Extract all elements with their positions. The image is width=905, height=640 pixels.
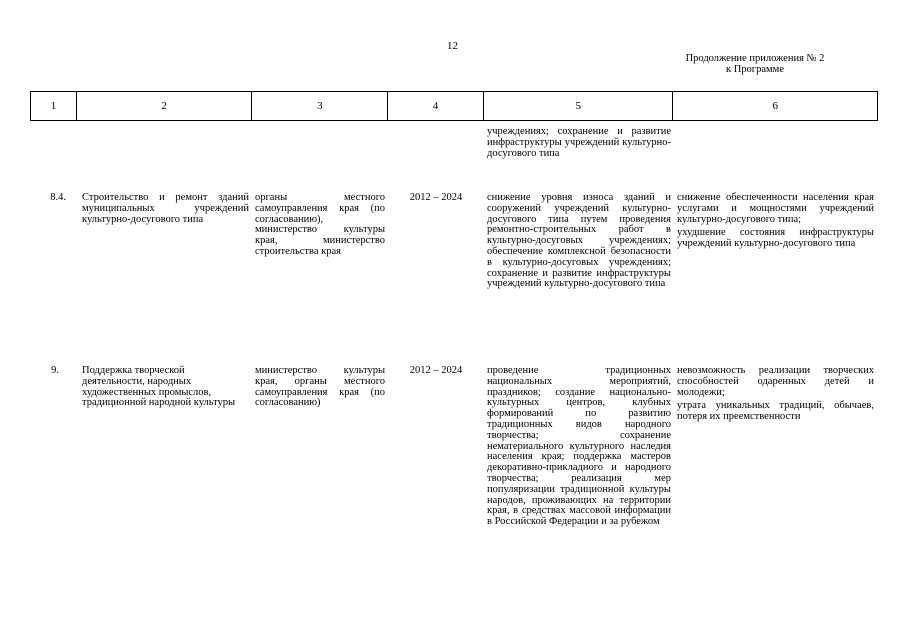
consequence-item: ухудшение состояния инфраструктуры учреждений культурно-досугового типа [677, 227, 874, 250]
page-number: 12 [447, 40, 458, 52]
carryover-result-cell: учреждениях; сохранение и развитие инфраструктуры учреждений культурно-досугового типа [487, 126, 671, 159]
row-consequences [677, 193, 874, 250]
consequence-item: утрата уникальных традиций, обычаев, потеря их преемственности [677, 400, 874, 423]
row-consequences [677, 366, 874, 423]
row-expected-result: снижение уровня износа зданий и сооружений учреждений культурно-досугового типа путем проведения ремонтно-строительных работ в культурно-досуговых учреждениях; обеспечение комплексной безопасности в культурно-досуговых учреждениях; сохранение и развитие инфраструктуры учреждений культурно-досугового типа [487, 192, 671, 290]
row-executors: министерство культуры края, органы местного самоуправления края (по согласованию) [255, 365, 385, 409]
header-col-2: 2 [77, 92, 253, 120]
row-number: 8.4. [50, 192, 66, 203]
row-period: 2012 – 2024 [409, 192, 463, 203]
continuation-line-2: к Программе [726, 64, 784, 75]
consequence-item: невозможность реализации творческих способностей одаренных детей и молодежи; [677, 365, 874, 398]
continuation-note [660, 53, 850, 75]
table-header-row [30, 91, 878, 121]
row-activity-name: Поддержка творческой деятельности, народных художественных промыслов, традиционной народной культуры [82, 365, 236, 409]
header-col-5: 5 [484, 92, 674, 120]
header-col-6: 6 [772, 100, 778, 112]
row-number: 9. [51, 365, 59, 376]
header-col-3: 3 [252, 92, 388, 120]
row-expected-result: проведение традиционных национальных мероприятий, праздников; создание национально-культурных центров, клубных формирований по развитию традиционных видов народного творчества; сохранение нематериального культурного наследия населения края; поддержка мастеров декоративно-прикладного и народного творчества; реализация мер популяризации традиционной культуры народов, проживающих на территории края, в средствах массовой информации в Российской Федерации и за рубежом [487, 365, 671, 528]
row-executors: органы местного самоуправления края (по согласованию), министерство культуры края, министерство строительства края [255, 192, 385, 257]
consequence-item: снижение обеспеченности населения края услугами и мощностями учреждений культурно-досугового типа; [677, 192, 874, 225]
continuation-line-1: Продолжение приложения № 2 [685, 53, 825, 64]
row-activity-name: Строительство и ремонт зданий муниципальных учреждений культурно-досугового типа [82, 192, 249, 225]
header-col-4: 4 [388, 92, 484, 120]
header-col-1: 1 [31, 92, 77, 120]
row-period: 2012 – 2024 [409, 365, 463, 376]
